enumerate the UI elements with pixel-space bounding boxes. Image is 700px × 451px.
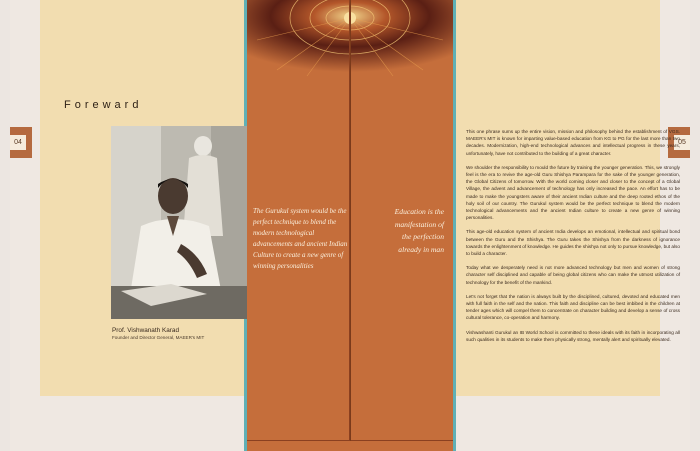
paragraph: We shoulder the responsibility to mould the future by training the younger generation. This, we strongly feel is the era to revive the age-old Guru Shishya Parampara for the sake of the younger generation, the Global Citizens of tomorrow. With the world coming closer and closer to the concept of a Global Village, the advent and advancement of technology has only increased the pace. An effort has to be made to make the youngsters aware of their ancient Indian culture and the deep rooted ethos of the holy soil of our country. The Gurukul system would be the perfect technique to blend the modern technological advancements and the ancient Indian culture to create a new genre of winning personalities.: [466, 164, 680, 221]
paragraph: Today what we desperately need is not more advanced technology but men and women of strong character self disciplined and capable of being global citizens who can make the utmost utilization of technology for the benefit of the mankind.: [466, 265, 680, 285]
center-gutter-line: [350, 0, 351, 441]
teal-edge-right: [453, 0, 456, 451]
founder-photo: [111, 126, 247, 319]
page-tab-left: [10, 127, 32, 158]
paragraph: This one phrase sums up the entire vision, mission and philosophy behind the establishment of VGS. MAEER's MIT is known for imparting value-based education from KG to PG for the last more than two decades. Modernization, high-end technological advances and intellectual progress in these years, unfortunately, have not contributed to the building of a great character.: [466, 129, 680, 156]
paragraph: This age-old education system of ancient India develops an emotional, intellectual and spiritual bond between the Guru and the Shishya. The Guru takes the Shishya from the darkness of ignorance towards the enlightenment of knowledge. He guides the shishya not only to pursue knowledge, but also to build a character.: [466, 229, 680, 257]
photo-caption-name: Prof. Vishwanath Karad: [112, 327, 180, 334]
education-quote: Education is the manifestation of the perfection already in man: [394, 207, 444, 254]
paragraph: Let's not forget that the nation is always built by the disciplined, cultured, devoted and educated men with full faith in the self and the nation. This faith and discipline can be best imbibed in the children at tender ages which will compel them to concentrate on character building and develop a sense of cross cultural tolerance, co-operation and harmony.: [466, 293, 680, 321]
page-heading: Foreward: [64, 99, 143, 111]
foreword-body: [466, 128, 680, 350]
paragraph: Vishwashanti Gurukul an IB World School is committed to these ideals with its faith in incorporating all such qualities in its students to make them physically strong, mentally alert and spiritually elevated.: [466, 329, 680, 342]
page-number-left: 04: [10, 135, 26, 150]
page-number-right: 05: [674, 135, 690, 150]
photo-caption-role: Founder and Director General, MAEER's MIT: [112, 335, 205, 340]
gurukul-quote: The Gurukul system would be the perfect technique to blend the modern technological advancements and ancient Indian Culture to create a new genre of winning personalities: [253, 207, 348, 270]
